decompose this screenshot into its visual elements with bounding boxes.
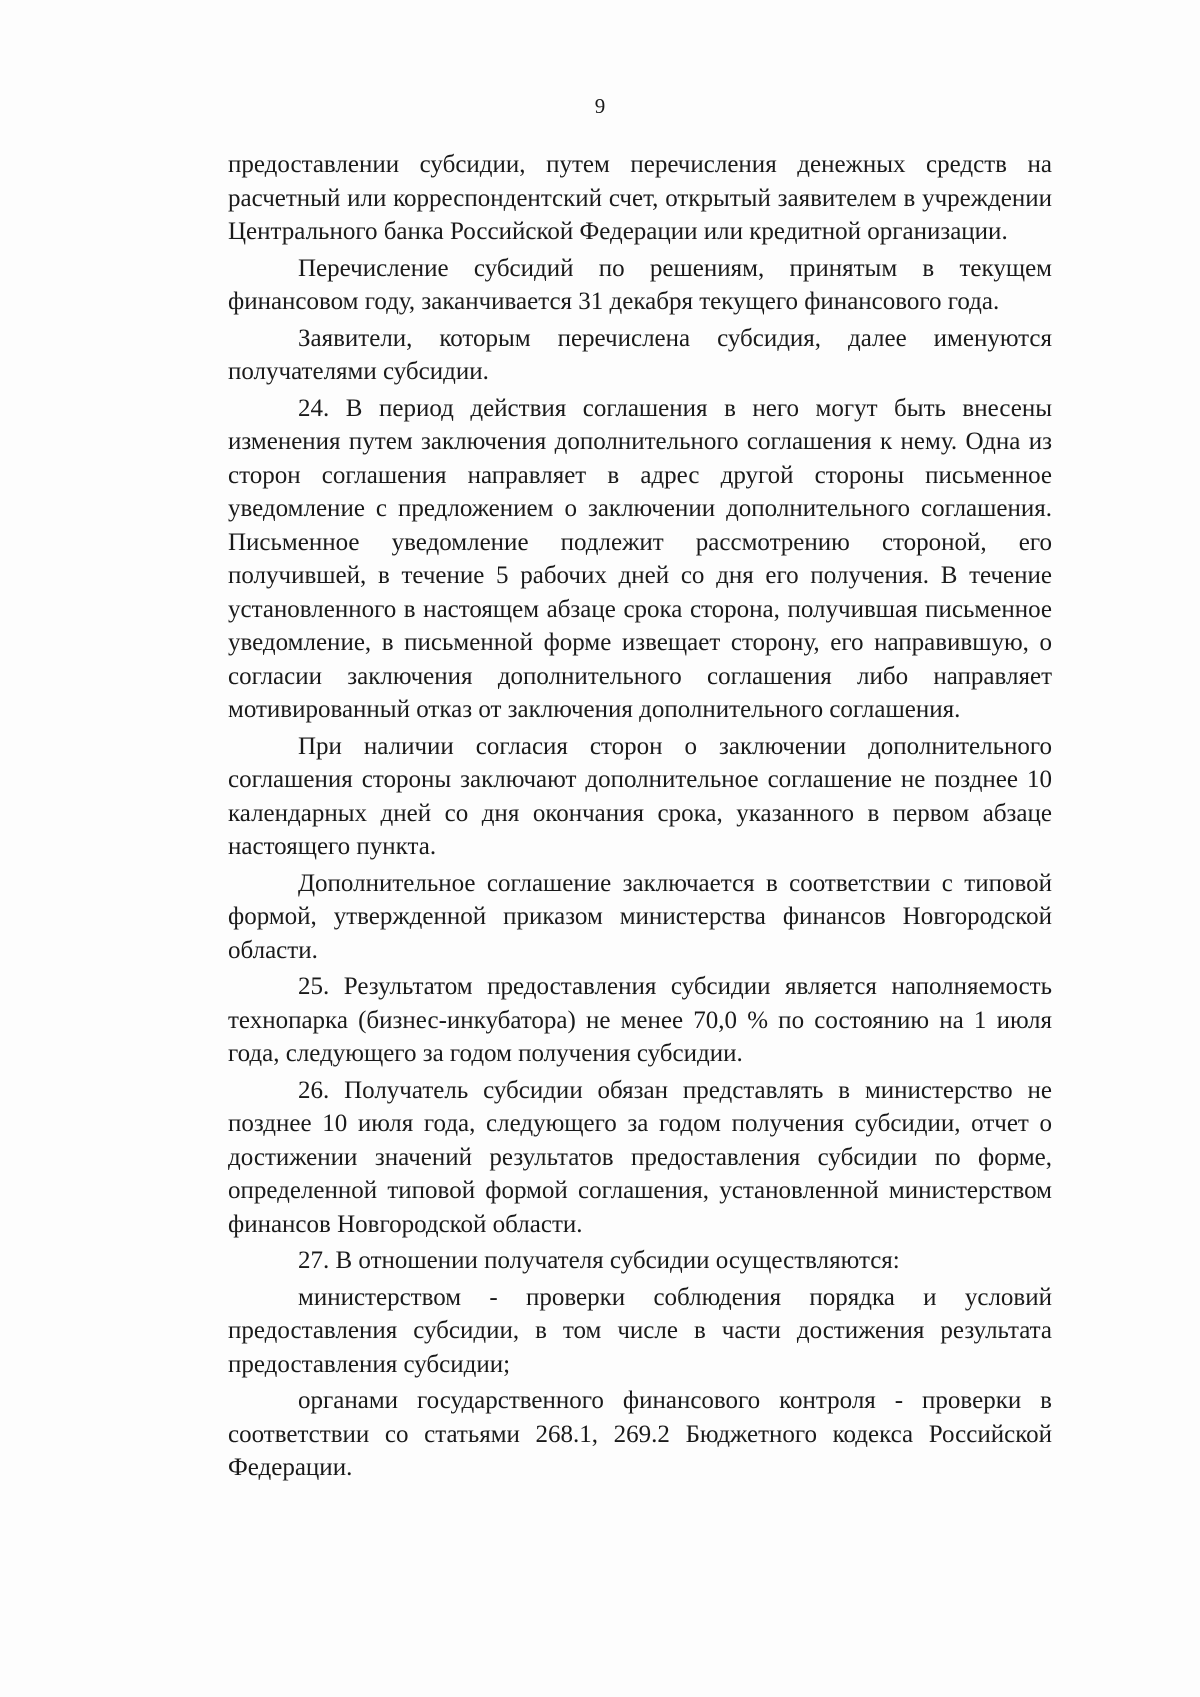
paragraph-25-result: 25. Результатом предоставления субсидии является наполняемость технопарка (бизнес-инкубатора) не менее 70,0 % по состоянию на 1 июля года, следующего за годом получения субсидии. [228,973,1052,1067]
paragraph-recipients-definition: Заявители, которым перечислена субсидия, далее именуются получателями субсидии. [228,324,1052,385]
paragraph-additional-agreement-form: Дополнительное соглашение заключается в соответствии с типовой формой, утвержденной приказом министерства финансов Новгородской области. [228,869,1052,964]
paragraph-26-report: 26. Получатель субсидии обязан представлять в министерство не позднее 10 июля года, следующего за годом получения субсидии, отчет о достижении значений результатов предоставления субсидии по форме, определенной типовой формой соглашения, установленной министерством финансов Новгородской области. [228,1076,1052,1238]
paragraph-subsidy-transfer-continuation: предоставлении субсидии, путем перечисления денежных средств на расчетный или корреспондентский счет, открытый заявителем в учреждении Центрального банка Российской Федерации или кредитной организации. [228,151,1052,245]
paragraph-state-control-audits: органами государственного финансового контроля - проверки в соответствии со статьями 268.1, 269.2 Бюджетного кодекса Российской Федерации. [228,1387,1052,1481]
document-body [228,148,1052,1485]
paragraph-27-audits: 27. В отношении получателя субсидии осуществляются: [298,1247,900,1274]
paragraph-additional-agreement-term: При наличии согласия сторон о заключении дополнительного соглашения стороны заключают дополнительное соглашение не позднее 10 календарных дней со дня окончания срока, указанного в первом абзаце настоящего пункта. [228,732,1052,860]
paragraph-ministry-audits: министерством - проверки соблюдения порядка и условий предоставления субсидии, в том числе в части достижения результата предоставления субсидии; [228,1283,1052,1378]
page-number: 9 [594,94,606,118]
paragraph-transfer-deadline: Перечисление субсидий по решениям, принятым в текущем финансовом году, заканчивается 31 декабря текущего финансового года. [228,254,1052,315]
paragraph-24-amendments: 24. В период действия соглашения в него могут быть внесены изменения путем заключения дополнительного соглашения к нему. Одна из сторон соглашения направляет в адрес другой стороны письменное уведомление с предложением о заключении дополнительного соглашения. Письменное уведомление подлежит рассмотрению стороной, его получившей, в течение 5 рабочих дней со дня его получения. В течение установленного в настоящем абзаце срока сторона, получившая письменное уведомление, в письменной форме извещает сторону, его направившую, о согласии заключения дополнительного соглашения либо направляет мотивированный отказ от заключения дополнительного соглашения. [228,394,1052,723]
